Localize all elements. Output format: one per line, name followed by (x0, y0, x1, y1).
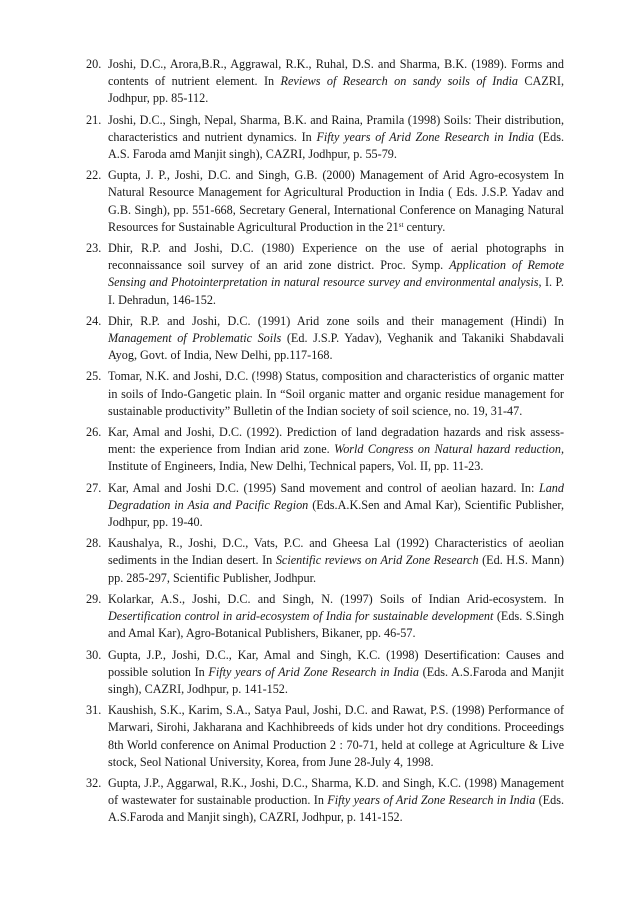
reference-segment: Gupta, J.P., Aggarwal, R.K., Joshi, D.C., Sharma, K.D. and Singh, K.C. (1998) Management of wastewater for sustainable production. In (108, 775, 564, 808)
reference-text (108, 481, 564, 529)
reference-segment: (Eds.A.K.Sen and Amal Kar), Scientific Publisher, Jodhpur, pp. 19-40. (108, 497, 564, 530)
reference-text (108, 241, 564, 307)
reference-number: 26. (86, 425, 102, 440)
italic-title: Land Degradation in Asia and Pacific Region (108, 480, 564, 512)
superscript-text: st (398, 220, 404, 229)
reference-text (108, 168, 564, 234)
reference-item (86, 56, 564, 108)
reference-text (108, 592, 564, 640)
reference-segment: Gupta, J.P., Joshi, D.C., Kar, Amal and Singh, K.C. (1998) Desertification: Causes and possible solution In (108, 647, 564, 679)
reference-segment: Tomar, N.K. and Joshi, D.C. (!998) Status, composition and characteristics of organic matter in soils of Indo-Gangetic plain. In “Soil organic matter and organic residue management for sustainable productivity” Bulletin of the Indian society of soil science, no. 19, 31-47. (108, 369, 564, 418)
reference-number: 25. (86, 369, 102, 384)
reference-text (108, 113, 564, 161)
italic-title: Fifty years of Arid Zone Research in India (327, 793, 536, 808)
reference-item (86, 313, 564, 365)
reference-text (108, 648, 564, 696)
reference-text (108, 314, 564, 362)
italic-title: Reviews of Research on sandy soils of India (280, 74, 518, 89)
reference-segment: (Eds. A.S.Faroda and Manjit singh), CAZRI, Jodhpur, p. 141-152. (108, 793, 565, 825)
reference-number: 30. (86, 647, 102, 662)
reference-item (86, 112, 564, 164)
reference-list (86, 56, 564, 831)
reference-text (108, 703, 564, 769)
reference-segment: , I. P. I. Dehradun, 146-152. (108, 275, 564, 307)
reference-segment: Institute of Engineers, India, New Delhi, Technical papers, Vol. II, pp. 11-23. (108, 459, 484, 474)
reference-segment: Gupta, J. P., Joshi, D.C. and Singh, G.B. (2000) Management of Arid Agro-ecosystem In Natural Resource Management for Agricultural Production in India ( Eds. J.S.P. Yadav and G.B. Singh), pp. 551-668, Secretary General, International Conference on Managing Natural Resources for Sustainable Agricultural Production in the 21 (108, 168, 564, 234)
reference-number: 28. (86, 536, 102, 551)
italic-title: World Congress on Natural hazard reduction, (334, 442, 564, 457)
reference-segment: Kar, Amal and Joshi D.C. (1995) Sand movement and control of aeolian hazard. In: (108, 480, 539, 495)
reference-segment: (Ed. H.S. Mann) pp. 285-297, Scientific Publisher, Jodhpur. (108, 553, 564, 585)
reference-segment: Kaushish, S.K., Karim, S.A., Satya Paul, Joshi, D.C. and Rawat, P.S. (1998) Performance of Marwari, Sirohi, Jakharana and Kachhibreeds of kids under hot dry conditions. Proceedings 8th World conference on Animal Production 2 : 70-71, held at college at Agriculture & Live stock, Seol National University, Korea, from June 28-July 4, 1998. (108, 703, 564, 769)
reference-segment: Dhir, R.P. and Joshi, D.C. (1991) Arid zone soils and their management (Hindi) In (108, 313, 564, 328)
reference-segment: Joshi, D.C., Singh, Nepal, Sharma, B.K. and Raina, Pramila (1998) Soils: Their distribution, characteristics and nutrient dynamics. In (108, 112, 564, 144)
reference-number: 24. (86, 313, 102, 328)
reference-text (108, 536, 564, 584)
italic-title: Desertification control in arid-ecosystem of India for sustainable development (108, 609, 494, 624)
reference-item (86, 702, 564, 771)
reference-item (86, 647, 564, 699)
italic-title: Scientific reviews on Arid Zone Research (275, 553, 479, 568)
reference-segment: Joshi, D.C., Arora,B.R., Aggrawal, R.K., Ruhal, D.S. and Sharma, B.K. (1989). Forms and contents of nutrient element. In (108, 57, 564, 89)
reference-item (86, 167, 564, 236)
italic-title: Management of Problematic Soils (108, 331, 282, 346)
reference-item (86, 535, 564, 587)
reference-segment: Kar, Amal and Joshi, D.C. (1992). Prediction of land degradation hazards and risk assess-ment: the experience from Indian arid zone. (108, 425, 564, 457)
reference-text (108, 425, 564, 473)
reference-item (86, 480, 564, 532)
italic-title: Fifty years of Arid Zone Research in India (316, 129, 534, 144)
reference-segment: Kolarkar, A.S., Joshi, D.C. and Singh, N. (1997) Soils of Indian Arid-ecosystem. In (108, 591, 564, 606)
reference-text (108, 369, 564, 417)
reference-segment: (Eds. A.S.Faroda and Manjit singh), CAZRI, Jodhpur, p. 141-152. (108, 664, 564, 696)
reference-item (86, 424, 564, 476)
reference-text (108, 776, 564, 824)
reference-text (108, 57, 564, 105)
reference-segment: (Ed. J.S.P. Yadav), Veghanik and Takaniki Shabdavali Ayog, Govt. of India, New Delhi, pp.117-168. (108, 331, 564, 363)
reference-segment: CAZRI, Jodhpur, pp. 85-112. (108, 74, 564, 106)
reference-number: 31. (86, 703, 102, 718)
reference-number: 32. (86, 775, 102, 790)
reference-item (86, 591, 564, 643)
reference-segment: (Eds. S.Singh and Amal Kar), Agro-Botanical Publishers, Bikaner, pp. 46-57. (108, 609, 564, 641)
reference-number: 22. (86, 168, 102, 183)
reference-segment: century. (403, 219, 446, 234)
reference-item (86, 368, 564, 420)
reference-number: 21. (86, 112, 102, 127)
reference-segment: Dhir, R.P. and Joshi, D.C. (1980) Experience on the use of aerial photographs in reconnaissance soil survey of an arid zone district. Proc. Symp. (108, 241, 564, 273)
reference-number: 20. (86, 57, 102, 71)
italic-title: Application of Remote Sensing and Photointerpretation in natural resource survey and environmental analysis (108, 258, 564, 290)
reference-item (86, 775, 564, 827)
reference-segment: Kaushalya, R., Joshi, D.C., Vats, P.C. and Gheesa Lal (1992) Characteristics of aeolian sediments in the Indian desert. In (108, 536, 564, 568)
reference-number: 23. (86, 241, 102, 256)
italic-title: Fifty years of Arid Zone Research in India (208, 664, 419, 679)
reference-number: 27. (86, 480, 102, 495)
reference-number: 29. (86, 591, 102, 606)
reference-segment: (Eds. A.S. Faroda amd Manjit singh), CAZRI, Jodhpur, p. 55-79. (108, 129, 564, 162)
reference-item (86, 240, 564, 309)
